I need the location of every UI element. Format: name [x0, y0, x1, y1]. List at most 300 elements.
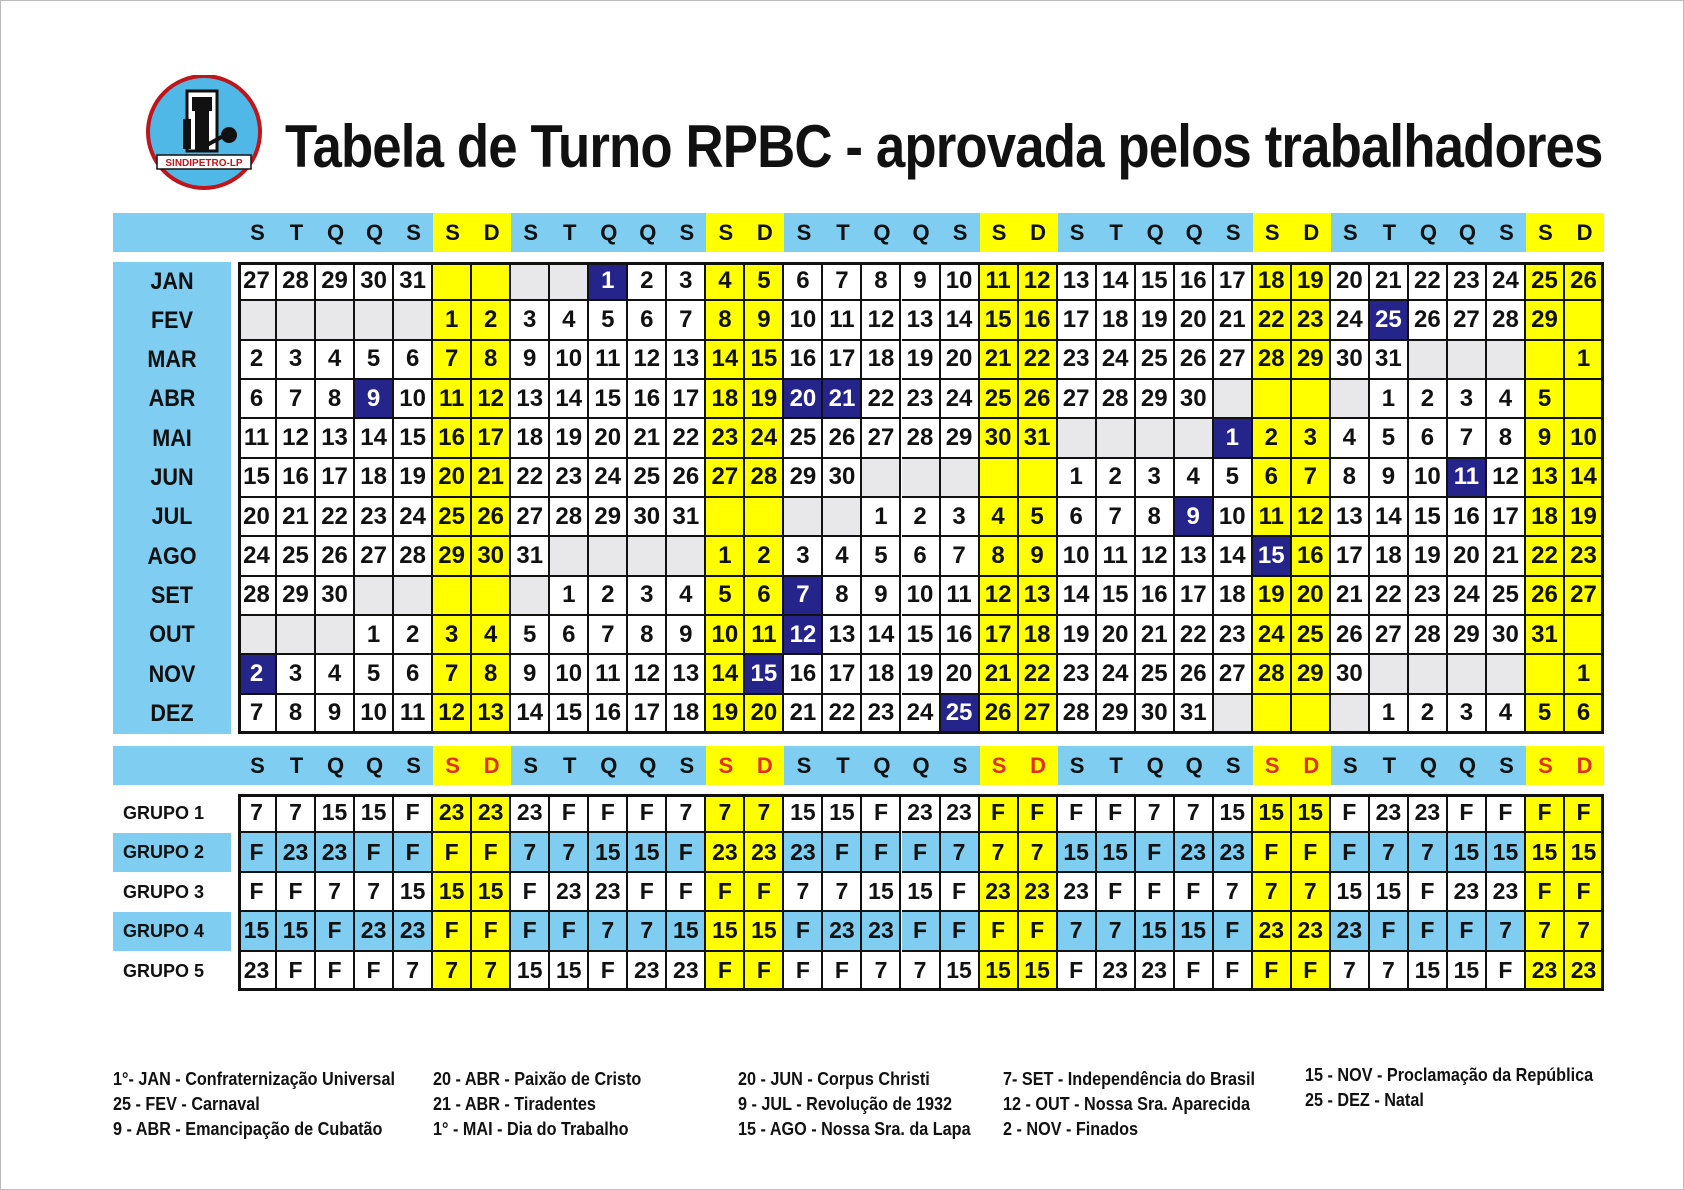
- shift-cell: 23: [355, 912, 394, 951]
- day-cell: 22: [1370, 577, 1409, 616]
- day-cell: 5: [355, 341, 394, 380]
- day-cell: 16: [941, 616, 980, 655]
- day-cell: 25: [628, 459, 667, 498]
- day-cell: 13: [1526, 459, 1565, 498]
- day-cell: 2: [1097, 459, 1136, 498]
- shift-cell: F: [862, 833, 901, 872]
- day-cell: 30: [1175, 380, 1214, 419]
- day-cell: [1175, 419, 1214, 458]
- day-cell: 1: [1370, 380, 1409, 419]
- day-cell: 16: [1019, 301, 1058, 340]
- day-cell: 25: [784, 419, 823, 458]
- weekday-header-cell: Q: [1458, 219, 1476, 245]
- day-cell: 26: [1019, 380, 1058, 419]
- day-cell: 4: [316, 341, 355, 380]
- day-cell: 17: [823, 341, 862, 380]
- shift-cell: 7: [1565, 912, 1604, 951]
- holiday-column: [433, 1067, 641, 1142]
- day-cell: 9: [316, 695, 355, 734]
- day-cell: 20: [1175, 301, 1214, 340]
- weekday-header-cell: Q: [1146, 219, 1164, 245]
- holiday-item: 12 - OUT - Nossa Sra. Aparecida: [1003, 1094, 1250, 1114]
- day-cell: 5: [706, 577, 745, 616]
- day-cell: 5: [745, 262, 784, 301]
- day-cell: 21: [784, 695, 823, 734]
- day-cell: 23: [706, 419, 745, 458]
- day-cell: 17: [1487, 498, 1526, 537]
- day-cell: 5: [1370, 419, 1409, 458]
- shift-cell: F: [1175, 952, 1214, 991]
- day-cell: 4: [316, 655, 355, 694]
- day-cell: 14: [941, 301, 980, 340]
- day-cell: [355, 577, 394, 616]
- shift-cell: F: [1214, 952, 1253, 991]
- day-cell: 29: [784, 459, 823, 498]
- shift-cell: 7: [1253, 873, 1292, 912]
- day-cell: 17: [1331, 537, 1370, 576]
- day-cell: 10: [706, 616, 745, 655]
- day-cell: 31: [1175, 695, 1214, 734]
- day-cell: 23: [1214, 616, 1253, 655]
- day-cell: 14: [511, 695, 550, 734]
- day-cell: 4: [1487, 695, 1526, 734]
- day-cell: 24: [1331, 301, 1370, 340]
- day-cell: 21: [1214, 301, 1253, 340]
- shift-cell: 7: [1331, 952, 1370, 991]
- day-cell: 15: [1097, 577, 1136, 616]
- day-cell: [628, 537, 667, 576]
- day-cell: 6: [394, 655, 433, 694]
- shift-cell: 15: [1448, 833, 1487, 872]
- shift-cell: 7: [277, 794, 316, 833]
- shift-cell: 15: [628, 833, 667, 872]
- day-cell: 13: [511, 380, 550, 419]
- logo-text: SINDIPETRO-LP: [165, 158, 243, 169]
- day-cell: [1370, 655, 1409, 694]
- day-cell: 28: [1253, 655, 1292, 694]
- shift-weekday-header-cell: Q: [912, 752, 930, 778]
- day-cell: 15: [1253, 537, 1292, 576]
- day-cell: 4: [667, 577, 706, 616]
- day-cell: 8: [472, 655, 511, 694]
- day-cell: 9: [745, 301, 784, 340]
- day-cell: 25: [980, 380, 1019, 419]
- day-cell: 19: [1136, 301, 1175, 340]
- month-label: OUT: [149, 621, 195, 649]
- day-cell: 1: [706, 537, 745, 576]
- day-cell: [1565, 380, 1604, 419]
- day-cell: 29: [1448, 616, 1487, 655]
- shift-weekday-header-cell: D: [745, 746, 784, 785]
- day-cell: 18: [862, 655, 901, 694]
- shift-cell: 7: [550, 833, 589, 872]
- day-cell: 9: [355, 380, 394, 419]
- day-cell: 25: [1136, 341, 1175, 380]
- shift-cell: 23: [1214, 833, 1253, 872]
- shift-cell: 15: [589, 833, 628, 872]
- shift-weekday-header-cell: S: [406, 752, 421, 778]
- day-cell: 7: [1448, 419, 1487, 458]
- shift-cell: F: [902, 912, 941, 951]
- holiday-item: 20 - ABR - Paixão de Cristo: [433, 1069, 642, 1089]
- shift-weekday-header-cell: Q: [366, 752, 384, 778]
- day-cell: [1331, 380, 1370, 419]
- day-cell: 1: [1370, 695, 1409, 734]
- shift-weekday-header-cell: S: [1499, 752, 1514, 778]
- shift-cell: 15: [1565, 833, 1604, 872]
- shift-cell: 23: [238, 952, 277, 991]
- day-cell: [902, 459, 941, 498]
- day-cell: 1: [355, 616, 394, 655]
- holiday-item: 7- SET - Independência do Brasil: [1003, 1069, 1256, 1089]
- shift-cell: 23: [511, 794, 550, 833]
- shift-cell: 7: [1214, 873, 1253, 912]
- weekday-header-cell: T: [836, 219, 850, 245]
- day-cell: 23: [902, 380, 941, 419]
- day-cell: [1253, 380, 1292, 419]
- day-cell: 6: [394, 341, 433, 380]
- day-cell: 30: [1331, 655, 1370, 694]
- shift-cell: 15: [433, 873, 472, 912]
- shift-cell: F: [941, 912, 980, 951]
- day-cell: 16: [277, 459, 316, 498]
- day-cell: 2: [238, 655, 277, 694]
- shift-cell: 15: [1019, 952, 1058, 991]
- shift-weekday-header-cell: S: [706, 746, 745, 785]
- month-label: JAN: [150, 267, 194, 295]
- shift-cell: F: [1370, 912, 1409, 951]
- day-cell: 20: [1331, 262, 1370, 301]
- day-cell: 24: [589, 459, 628, 498]
- shift-cell: 15: [1175, 912, 1214, 951]
- shift-cell: F: [472, 833, 511, 872]
- day-cell: 5: [862, 537, 901, 576]
- group-label: GRUPO 1: [123, 803, 205, 823]
- weekday-header-cell: S: [1069, 219, 1085, 245]
- day-cell: 8: [980, 537, 1019, 576]
- day-cell: 17: [1058, 301, 1097, 340]
- day-cell: 18: [1097, 301, 1136, 340]
- day-cell: 14: [706, 655, 745, 694]
- day-cell: 6: [784, 262, 823, 301]
- day-cell: 3: [511, 301, 550, 340]
- shift-cell: 7: [238, 794, 277, 833]
- shift-cell: F: [433, 833, 472, 872]
- holiday-column: [738, 1067, 971, 1142]
- day-cell: 23: [1292, 301, 1331, 340]
- shift-cell: F: [550, 794, 589, 833]
- weekday-header-cell: T: [289, 219, 304, 245]
- day-cell: 16: [1448, 498, 1487, 537]
- shift-cell: F: [1253, 833, 1292, 872]
- shift-cell: 23: [862, 912, 901, 951]
- shift-cell: 15: [862, 873, 901, 912]
- shift-cell: F: [1019, 912, 1058, 951]
- shift-cell: F: [1487, 952, 1526, 991]
- shift-cell: 23: [1136, 952, 1175, 991]
- month-label: ABR: [148, 385, 196, 413]
- day-cell: [1136, 419, 1175, 458]
- month-label: MAR: [147, 346, 197, 374]
- day-cell: 8: [1487, 419, 1526, 458]
- shift-cell: F: [667, 873, 706, 912]
- day-cell: 20: [1097, 616, 1136, 655]
- day-cell: [1019, 459, 1058, 498]
- day-cell: 24: [1097, 341, 1136, 380]
- shift-cell: 23: [1487, 873, 1526, 912]
- shift-weekday-header-cell: T: [836, 752, 850, 778]
- weekday-header-cell: Q: [1185, 219, 1203, 245]
- day-cell: 22: [1409, 262, 1448, 301]
- shift-weekday-header-cell: S: [523, 752, 539, 778]
- shift-cell: 23: [1097, 952, 1136, 991]
- shift-cell: 15: [706, 912, 745, 951]
- shift-cell: 23: [1331, 912, 1370, 951]
- weekday-header-cell: S: [796, 219, 812, 245]
- shift-cell: 7: [1136, 794, 1175, 833]
- day-cell: 27: [1214, 341, 1253, 380]
- day-cell: 30: [628, 498, 667, 537]
- day-cell: [941, 459, 980, 498]
- shift-cell: 23: [316, 833, 355, 872]
- day-cell: [784, 498, 823, 537]
- shift-cell: 7: [784, 873, 823, 912]
- day-cell: [1214, 380, 1253, 419]
- day-cell: 22: [511, 459, 550, 498]
- shift-cell: F: [745, 952, 784, 991]
- shift-cell: 23: [784, 833, 823, 872]
- day-cell: 27: [238, 262, 277, 301]
- shift-cell: 7: [1487, 912, 1526, 951]
- shift-cell: F: [941, 873, 980, 912]
- day-cell: [1448, 341, 1487, 380]
- shift-cell: 23: [941, 794, 980, 833]
- shift-cell: 15: [394, 873, 433, 912]
- shift-cell: 7: [316, 873, 355, 912]
- weekday-header-cell: S: [1342, 219, 1358, 245]
- day-cell: 18: [667, 695, 706, 734]
- shift-cell: F: [1214, 912, 1253, 951]
- day-cell: 6: [1409, 419, 1448, 458]
- day-cell: 13: [1175, 537, 1214, 576]
- day-cell: 9: [511, 655, 550, 694]
- day-cell: 14: [355, 419, 394, 458]
- day-cell: 5: [589, 301, 628, 340]
- day-cell: 24: [1487, 262, 1526, 301]
- shift-cell: 7: [1370, 952, 1409, 991]
- weekday-header-cell: Q: [366, 219, 384, 245]
- group-label: GRUPO 5: [123, 960, 205, 981]
- day-cell: 27: [1565, 577, 1604, 616]
- day-cell: 18: [1370, 537, 1409, 576]
- shift-cell: F: [550, 912, 589, 951]
- day-cell: 18: [355, 459, 394, 498]
- day-cell: 13: [472, 695, 511, 734]
- weekday-header-cell: S: [679, 219, 695, 245]
- day-cell: 28: [1058, 695, 1097, 734]
- shift-cell: F: [511, 873, 550, 912]
- day-cell: 24: [1253, 616, 1292, 655]
- day-cell: 10: [941, 262, 980, 301]
- day-cell: 3: [1448, 695, 1487, 734]
- day-cell: 16: [1292, 537, 1331, 576]
- day-cell: 26: [1331, 616, 1370, 655]
- day-cell: [667, 537, 706, 576]
- holiday-item: 9 - JUL - Revolução de 1932: [738, 1094, 952, 1114]
- day-cell: 7: [433, 655, 472, 694]
- shift-cell: F: [784, 912, 823, 951]
- day-cell: 23: [550, 459, 589, 498]
- day-cell: 21: [823, 380, 862, 419]
- day-cell: 22: [823, 695, 862, 734]
- shift-weekday-header-cell: D: [1565, 746, 1604, 785]
- day-cell: 20: [784, 380, 823, 419]
- shift-cell: 23: [1058, 873, 1097, 912]
- shift-cell: F: [628, 873, 667, 912]
- day-cell: [1409, 655, 1448, 694]
- weekday-header-cell: T: [1382, 219, 1397, 245]
- day-cell: 29: [433, 537, 472, 576]
- day-cell: [1292, 380, 1331, 419]
- shift-cell: F: [394, 794, 433, 833]
- shift-cell: 23: [472, 794, 511, 833]
- shift-cell: F: [862, 794, 901, 833]
- shift-cell: F: [706, 952, 745, 991]
- shift-cell: 15: [1058, 833, 1097, 872]
- shift-cell: F: [238, 833, 277, 872]
- shift-cell: 15: [550, 952, 589, 991]
- day-cell: [1565, 301, 1604, 340]
- day-cell: 20: [1448, 537, 1487, 576]
- shift-cell: 23: [394, 912, 433, 951]
- shift-cell: 7: [980, 833, 1019, 872]
- day-cell: 7: [433, 341, 472, 380]
- day-cell: [316, 616, 355, 655]
- day-cell: 23: [1565, 537, 1604, 576]
- weekday-header-cell: S: [406, 219, 421, 245]
- day-cell: 31: [667, 498, 706, 537]
- day-cell: [316, 301, 355, 340]
- shift-cell: F: [316, 912, 355, 951]
- shift-cell: F: [433, 912, 472, 951]
- day-cell: [394, 577, 433, 616]
- weekday-header-cell: T: [1109, 219, 1123, 245]
- day-cell: [706, 498, 745, 537]
- shift-cell: F: [277, 873, 316, 912]
- shift-cell: F: [1526, 873, 1565, 912]
- day-cell: 10: [550, 655, 589, 694]
- shift-cell: 23: [1526, 952, 1565, 991]
- day-cell: 7: [784, 577, 823, 616]
- day-cell: 15: [394, 419, 433, 458]
- shift-cell: F: [1487, 794, 1526, 833]
- day-cell: 30: [980, 419, 1019, 458]
- day-cell: 18: [862, 341, 901, 380]
- day-cell: 3: [667, 262, 706, 301]
- day-cell: 19: [902, 341, 941, 380]
- day-cell: 5: [355, 655, 394, 694]
- shift-weekday-header-cell: D: [1292, 746, 1331, 785]
- day-cell: 27: [1370, 616, 1409, 655]
- day-cell: 24: [394, 498, 433, 537]
- day-cell: 4: [980, 498, 1019, 537]
- day-cell: [1292, 695, 1331, 734]
- day-cell: 21: [628, 419, 667, 458]
- shift-cell: 23: [1253, 912, 1292, 951]
- day-cell: 1: [1058, 459, 1097, 498]
- day-cell: 25: [433, 498, 472, 537]
- shift-cell: 23: [433, 794, 472, 833]
- shift-cell: 7: [823, 873, 862, 912]
- day-cell: [394, 301, 433, 340]
- holiday-item: 1°- JAN - Confraternização Universal: [113, 1069, 395, 1089]
- day-cell: 9: [1526, 419, 1565, 458]
- day-cell: 17: [980, 616, 1019, 655]
- day-cell: 26: [1175, 655, 1214, 694]
- shift-cell: 23: [980, 873, 1019, 912]
- day-cell: 5: [1019, 498, 1058, 537]
- day-cell: [589, 537, 628, 576]
- day-cell: 17: [628, 695, 667, 734]
- day-cell: 28: [1097, 380, 1136, 419]
- shift-cell: 7: [628, 912, 667, 951]
- day-cell: 7: [277, 380, 316, 419]
- holiday-item: 15 - NOV - Proclamação da República: [1305, 1065, 1594, 1085]
- day-cell: 22: [1019, 341, 1058, 380]
- day-cell: 24: [941, 380, 980, 419]
- shift-cell: F: [1331, 833, 1370, 872]
- day-cell: 21: [472, 459, 511, 498]
- shift-cell: 15: [238, 912, 277, 951]
- day-cell: [277, 301, 316, 340]
- day-cell: 19: [394, 459, 433, 498]
- shift-cell: 23: [745, 833, 784, 872]
- day-cell: 25: [1292, 616, 1331, 655]
- day-cell: [238, 301, 277, 340]
- day-cell: 1: [589, 262, 628, 301]
- day-cell: 29: [1526, 301, 1565, 340]
- shift-cell: 23: [902, 794, 941, 833]
- day-cell: 30: [823, 459, 862, 498]
- day-cell: 15: [1136, 262, 1175, 301]
- shift-weekday-header-cell: S: [952, 752, 968, 778]
- day-cell: 4: [823, 537, 862, 576]
- day-cell: 4: [1487, 380, 1526, 419]
- shift-cell: F: [1565, 873, 1604, 912]
- day-cell: 28: [1487, 301, 1526, 340]
- shift-cell: 15: [316, 794, 355, 833]
- day-cell: 4: [706, 262, 745, 301]
- day-cell: 7: [667, 301, 706, 340]
- day-cell: 3: [277, 341, 316, 380]
- day-cell: 12: [472, 380, 511, 419]
- day-cell: 12: [1487, 459, 1526, 498]
- group-label: GRUPO 3: [123, 881, 205, 902]
- shift-weekday-header-cell: Q: [639, 752, 657, 778]
- day-cell: 3: [1136, 459, 1175, 498]
- day-cell: 11: [433, 380, 472, 419]
- day-cell: 22: [1253, 301, 1292, 340]
- day-cell: 2: [589, 577, 628, 616]
- shift-cell: 7: [472, 952, 511, 991]
- shift-cell: F: [1448, 794, 1487, 833]
- day-cell: 3: [784, 537, 823, 576]
- shift-cell: 15: [1487, 833, 1526, 872]
- day-cell: 13: [1331, 498, 1370, 537]
- day-cell: 18: [706, 380, 745, 419]
- day-cell: [1253, 695, 1292, 734]
- day-cell: 22: [1019, 655, 1058, 694]
